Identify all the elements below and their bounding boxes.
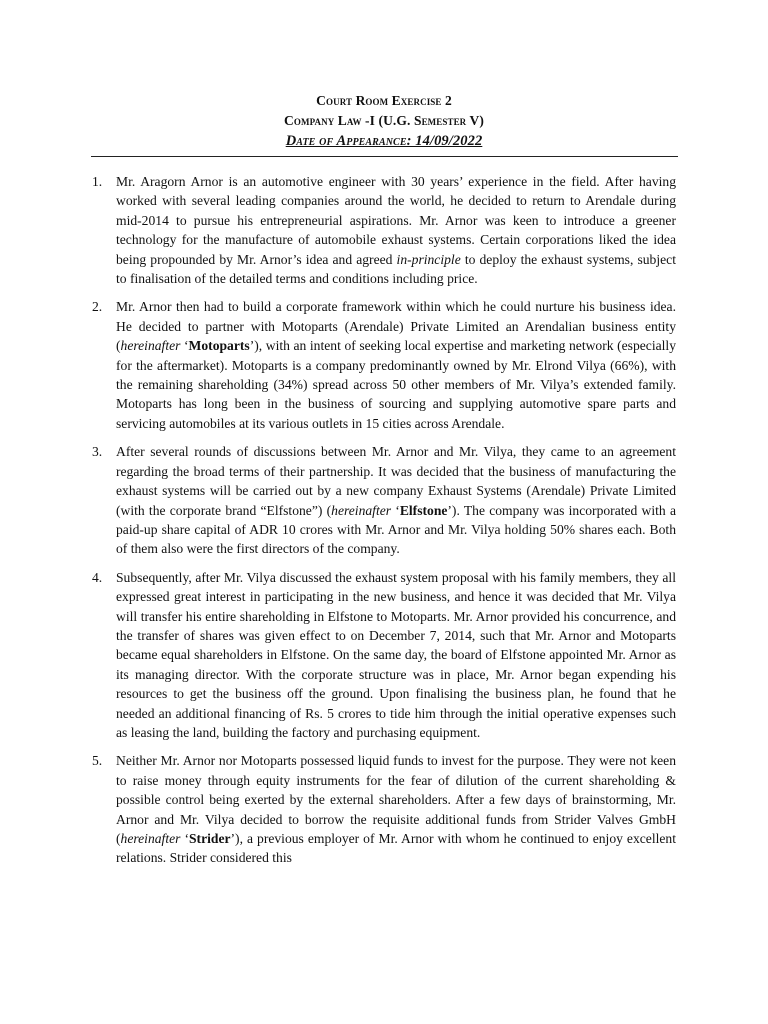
italic-text: in-principle: [396, 251, 461, 267]
list-item: [92, 751, 676, 867]
course-title: Company Law -I (U.G. Semester V): [284, 113, 484, 128]
paragraph-text: [116, 297, 676, 433]
text-run: Subsequently, after Mr. Vilya discussed the exhaust system proposal with his family members, they all expressed great interest in participating in the new business, and hence it was decided that Mr. Vilya will transfer his entire shareholding in Elfstone to Motoparts. Mr. Arnor provided his concurrence, and the transfer of shares was given effect to on December 7, 2014, such that Mr. Arnor and Motoparts became equal shareholders in Elfstone. On the same day, the board of Elfstone appointed Mr. Arnor as its managing director. With the corporate structure was in place, Mr. Arnor began expending his resources to get the business off the ground. Upon finalising the business plan, he found that he needed an additional financing of Rs. 5 crores to tide him through the initial operative expenses such as leasing the land, building the factory and purchasing equipment.: [116, 569, 676, 740]
paragraph-number: 5.: [92, 753, 103, 769]
text-run: Neither Mr. Arnor nor Motoparts possessed liquid funds to invest for the purpose. They were not keen to raise money through equity instruments for the fear of dilution of the current shareholding & possible control being exerted by the external shareholders. After a few days of brainstorming, Mr. Arnor and Mr. Vilya decided to borrow the requisite additional funds from Strider Valves GmbH (: [116, 753, 676, 846]
text-run: ‘: [180, 338, 189, 354]
text-run: ‘: [180, 831, 189, 846]
list-item: [92, 568, 676, 743]
appearance-date: Date of Appearance: 14/09/2022: [285, 133, 483, 149]
text-run: ’), a previous employer of Mr. Arnor with whom he continued to enjoy excellent relations. Strider considered this: [116, 831, 676, 866]
paragraph-number: 1.: [92, 174, 103, 189]
text-run: ‘: [391, 502, 400, 518]
list-item: [92, 442, 676, 558]
italic-text: hereinafter: [331, 502, 392, 518]
text-run: ’). The company was incorporated with a paid-up share capital of ADR 10 crores with Mr. Arnor and Mr. Vilya holding 50% shares each. Both of them also were the first directors of the company.: [116, 502, 676, 557]
paragraph-number: 3.: [92, 444, 103, 460]
italic-text: hereinafter: [120, 338, 181, 354]
paragraph-list: [92, 172, 676, 877]
header-divider: [91, 156, 678, 157]
text-run: ’), with an intent of seeking local expertise and marketing network (especially for the aftermarket). Motoparts is a company predominantly owned by Mr. Elrond Vilya (66%), with the remaining shareholding (34%) spread across 50 other members of Mr. Vilya’s extended family. Motoparts has long been in the business of sourcing and supplying automotive spare parts and servicing automobiles at its various outlets in 15 cities across Arendale.: [116, 338, 676, 431]
text-run: Mr. Arnor then had to build a corporate framework within which he could nurture his business idea. He decided to partner with Motoparts (Arendale) Private Limited an Arendalian business entity (: [116, 299, 676, 354]
text-run: to deploy the exhaust systems, subject to finalisation of the detailed terms and conditions including price.: [116, 251, 676, 287]
paragraph-number: 2.: [92, 299, 103, 315]
italic-text: hereinafter: [120, 831, 181, 846]
defined-term: Strider: [188, 831, 231, 846]
defined-term: Elfstone: [399, 502, 448, 518]
document-header: [0, 91, 768, 151]
paragraph-text: [116, 442, 676, 558]
text-run: Mr. Aragorn Arnor is an automotive engineer with 30 years’ experience in the field. After having worked with several leading companies around the world, he decided to return to Arendale during mid-2014 to pursue his entrepreneurial aspirations. Mr. Arnor was keen to introduce a greener technology for the manufacture of automobile exhaust systems. Certain corporations liked the idea being propounded by Mr. Arnor’s idea and agreed: [116, 174, 676, 267]
paragraph-text: [116, 172, 676, 288]
paragraph-text: [116, 751, 676, 867]
exercise-title: Court Room Exercise 2: [316, 93, 452, 108]
text-run: After several rounds of discussions between Mr. Arnor and Mr. Vilya, they came to an agreement regarding the broad terms of their partnership. It was decided that the business of manufacturing the exhaust systems will be carried out by a new company Exhaust Systems (Arendale) Private Limited (with the corporate brand “Elfstone”) (: [116, 444, 676, 518]
paragraph-number: 4.: [92, 569, 103, 585]
list-item: [92, 172, 676, 288]
paragraph-text: [116, 568, 676, 743]
defined-term: Motoparts: [188, 338, 250, 354]
list-item: [92, 297, 676, 433]
